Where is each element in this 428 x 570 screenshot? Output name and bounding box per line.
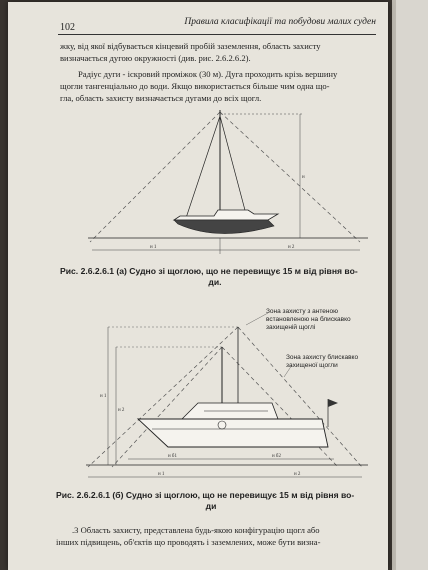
text-line: Радіус дуги - іскровий проміжок (30 м). Дуга проходить крізь вершину (78, 69, 338, 79)
annotation-mast-zone (286, 354, 358, 370)
dim-label-h2: н 2 (118, 408, 125, 413)
figure-a-caption (60, 266, 370, 288)
dim-label-h1b: н 1 (158, 472, 165, 477)
hull (174, 210, 278, 220)
text-line: гла, область захисту визначається дугами до всіх щогл. (60, 93, 262, 103)
running-title: Правила класифікації та побудови малих суден (184, 17, 376, 27)
text-line: .3 Область захисту, представлена будь-якою конфігурацію щогл або (72, 525, 320, 535)
caption-line: Рис. 2.6.2.6.1 (а) Судно зі щоглою, що не перевищує 15 м від рівня во- (60, 266, 358, 276)
hull-bottom (174, 220, 274, 234)
main-sail (220, 116, 246, 214)
dim-label-h1: н 1 (100, 394, 107, 399)
figure-a-diagram (78, 102, 378, 262)
caption-line: ди (205, 501, 217, 511)
caption-line: ди. (208, 277, 222, 287)
dim-label-h1: н 1 (150, 245, 157, 250)
paragraph-1 (60, 40, 372, 64)
annotation-line: захищеної щогли (286, 362, 338, 369)
annotation-antenna-zone (266, 308, 351, 332)
paragraph-2 (60, 68, 372, 104)
caption-line: Рис. 2.6.2.6.1 (б) Судно зі щоглою, що не перевищує 15 м від рівня во- (56, 490, 355, 500)
jib-sail (186, 116, 220, 218)
page-number: 102 (60, 22, 75, 33)
annotation-line: Зона захисту з антеною (266, 308, 338, 315)
annotation-line: захищеній щоглі (266, 324, 316, 331)
annotation-line: встановленою на блискавко (266, 316, 351, 323)
annotation-leader-1 (246, 313, 268, 325)
dim-label-hb2: н б2 (272, 454, 281, 459)
text-line: жку, від якої відбувається кінцевий пробій заземлення, область захисту (60, 41, 321, 51)
book-page (8, 2, 388, 570)
figure-b-diagram (72, 307, 382, 487)
paragraph-3 (56, 524, 376, 548)
page-edge-shadow (392, 0, 396, 570)
hull (138, 419, 328, 447)
text-line: інших підвищень, об'єктів що проводять і заземлених, може бути визна- (56, 537, 321, 547)
adjacent-page-edge (392, 0, 428, 570)
page-header (58, 16, 376, 35)
dim-label-h2: н 2 (288, 245, 295, 250)
text-line: визначається дугою окружності (див. рис. 2.6.2.6.2). (60, 53, 251, 63)
dim-label-hb1: н б1 (168, 454, 177, 459)
annotation-line: Зона захисту блискавко (286, 354, 359, 361)
text-line: щогли тангенціально до води. Якщо використається більше чим одна що- (60, 81, 330, 91)
figure-b-caption (56, 490, 366, 512)
dim-label-h2b: н 2 (294, 472, 301, 477)
dim-label-h: н (302, 175, 305, 180)
flag (328, 399, 338, 407)
